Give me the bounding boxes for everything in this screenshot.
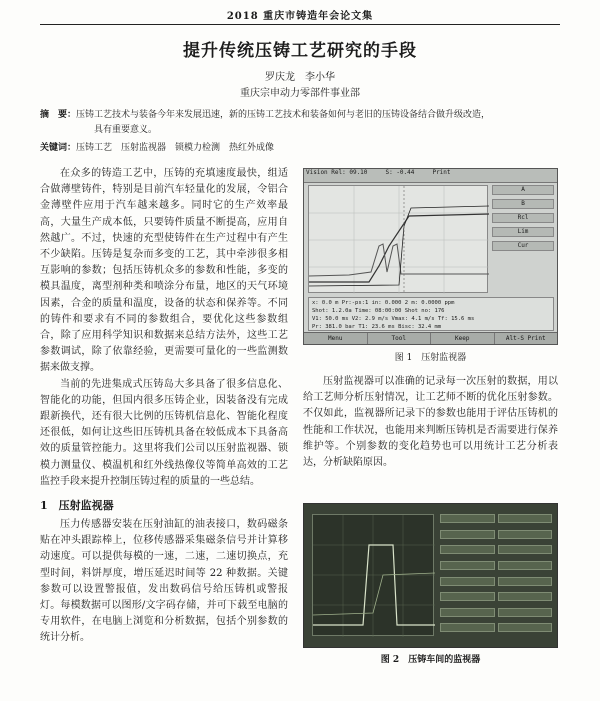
keywords	[40, 140, 560, 153]
photo-panel-cell	[498, 514, 553, 523]
photo-panel-cell	[440, 608, 495, 617]
photo-panel-cell	[498, 623, 553, 632]
monitor-status: S: -0.44	[385, 169, 415, 176]
header-rule	[40, 24, 560, 25]
monitor-menu-item: Tool	[368, 333, 432, 344]
monitor-info-line: x: 0.0 m Pr:-ps:1 in: 0.000 2 m: 0.0000 ppm	[312, 300, 455, 306]
photo-graph-graphic	[313, 515, 435, 637]
abstract	[40, 108, 560, 138]
monitor-side-button: A	[492, 185, 554, 195]
figure-2-workshop-monitor-photo	[303, 503, 558, 648]
photo-monitor-data-panel	[440, 514, 552, 636]
photo-panel-cell	[440, 623, 495, 632]
monitor-menu-item: Alt-S Print	[505, 335, 546, 342]
photo-panel-cell	[498, 545, 553, 554]
monitor-side-button: B	[492, 199, 554, 209]
keywords-text: 压铸工艺 压射监视器 锁模力检测 热红外成像	[76, 143, 275, 153]
monitor-info-line: Shot: 1.2.0a Time: 08:00:00 Shot no: 176	[312, 308, 445, 314]
abstract-label: 摘 要：	[40, 110, 77, 120]
keywords-label: 关键词：	[40, 143, 77, 153]
left-column	[40, 166, 288, 647]
section-heading: 1 压射监视器	[40, 499, 114, 513]
monitor-print: Print	[432, 169, 451, 176]
monitor-side-button: Cur	[492, 241, 554, 251]
photo-panel-cell	[498, 608, 553, 617]
running-header: 2018 重庆市铸造年会论文集	[226, 11, 374, 22]
monitor-status-bar	[304, 169, 557, 183]
photo-panel-cell	[440, 545, 495, 554]
photo-panel-cell	[440, 561, 495, 570]
monitor-shot-curve-plot	[308, 185, 488, 293]
affiliation: 重庆宗申动力零部件事业部	[240, 88, 360, 99]
photo-panel-cell	[440, 577, 495, 586]
monitor-side-buttons	[492, 185, 554, 293]
abstract-text-continued: 具有重要意义。	[94, 125, 158, 135]
body-paragraph: 压力传感器安装在压射油缸的油表接口，数码磁条贴在冲头跟踪棒上，位移传感器采集磁条信号并计算移动速度。可以提供每模的一速，二速，二速切换点，充型时间，料饼厚度，增压延迟时间等 22 种数据。关键参数可以设置警报值，发出数码信号给压铸机或警报灯。每模数据可以图形/文字码存储，并可下载至电脑的专用软件，在电脑上浏览和分析数据，包括个别参数的统计分析。	[40, 519, 288, 644]
body-paragraph: 压射监视器可以准确的记录每一次压射的数据，用以给工艺师分析压射情况，让工艺师不断的优化压射参数。不仅如此，监视器所记录下的参数也能用于评估压铸机的性能和工作状况，也能用来判断压铸机是否需要进行保养维护等。个别参数的变化趋势也可以用统计工艺分析表达，分析缺陷原因。	[303, 376, 558, 469]
photo-monitor-graph	[312, 514, 434, 636]
monitor-side-button: Rcl	[492, 213, 554, 223]
photo-panel-cell	[440, 592, 495, 601]
paper-title: 提升传统压铸工艺研究的手段	[183, 41, 417, 61]
right-column	[303, 374, 558, 471]
monitor-version: Vision Rel: 09.10	[306, 169, 368, 176]
authors: 罗庆龙 李小华	[265, 72, 335, 83]
photo-panel-cell	[498, 592, 553, 601]
monitor-shot-data-panel	[308, 297, 554, 331]
photo-panel-cell	[498, 530, 553, 539]
photo-panel-cell	[440, 530, 495, 539]
monitor-info-line: Pr: 381.0 bar T1: 23.6 ms Bisc: 32.4 mm	[312, 324, 442, 330]
monitor-side-button: Lim	[492, 227, 554, 237]
photo-panel-cell	[498, 577, 553, 586]
figure-1-caption: 图 1 压射监视器	[394, 353, 467, 363]
photo-panel-cell	[498, 561, 553, 570]
monitor-menu-item: Menu	[304, 333, 368, 344]
body-paragraph: 当前的先进集成式压铸岛大多具备了很多信息化、智能化的功能，但国内很多压铸企业，因装备没有完成跟新换代，还有很大比例的压铸机信息化、智能化程度还很低，如何让这些旧压铸机具备在较低成本下具备高效的质量管控能力。这里将我们公司以压射监视器、锁模力测量仪、模温机和红外线热像仪等简单高效的工艺监控手段来提升控制压铸过程的质量的一些总结。	[40, 378, 288, 487]
abstract-text: 压铸工艺技术与装备今年来发展迅速，新的压铸工艺技术和装备如何与老旧的压铸设备结合做升级改造，	[76, 110, 491, 120]
figure-1-shot-monitor	[303, 168, 558, 345]
monitor-info-line: V1: 50.0 ms V2: 2.9 m/s Vmax: 4.1 m/s Tf: 15.6 ms	[312, 316, 475, 322]
body-paragraph: 在众多的铸造工艺中，压铸的充填速度最快，组适合做薄壁铸件，特别是目前汽车轻量化的发展，令铝合金薄壁件应用于汽车越来越多。同时它的生产效率最高，大量生产成本低，只要铸件质量不断提高，应用自然越广。不过，快速的充型使铸件在生产过程中有产生不少缺陷。压铸是复杂而多变的工艺，其中牵涉很多相互影响的参数；包括压铸机众多的参数和性能，多变的模具温度，离型剂种类和喷涂分布量，地区的天气环境因素，合金的质量和温度，设备的状态和保养等。不同的铸件和要求有不同的参数组合，要优化这些参数组合，除了应用科学知识和数据来总结方法外，这些工艺参数调试，除了依靠经验，更需要可量化的一些监测数据来做支撑。	[40, 168, 288, 374]
figure-2-caption: 图 2 压铸车间的监视器	[380, 655, 481, 665]
monitor-menu-item: Keep	[431, 333, 495, 344]
shot-curve-graphic	[309, 186, 489, 294]
photo-panel-cell	[440, 514, 495, 523]
monitor-menu-bar	[304, 332, 557, 344]
